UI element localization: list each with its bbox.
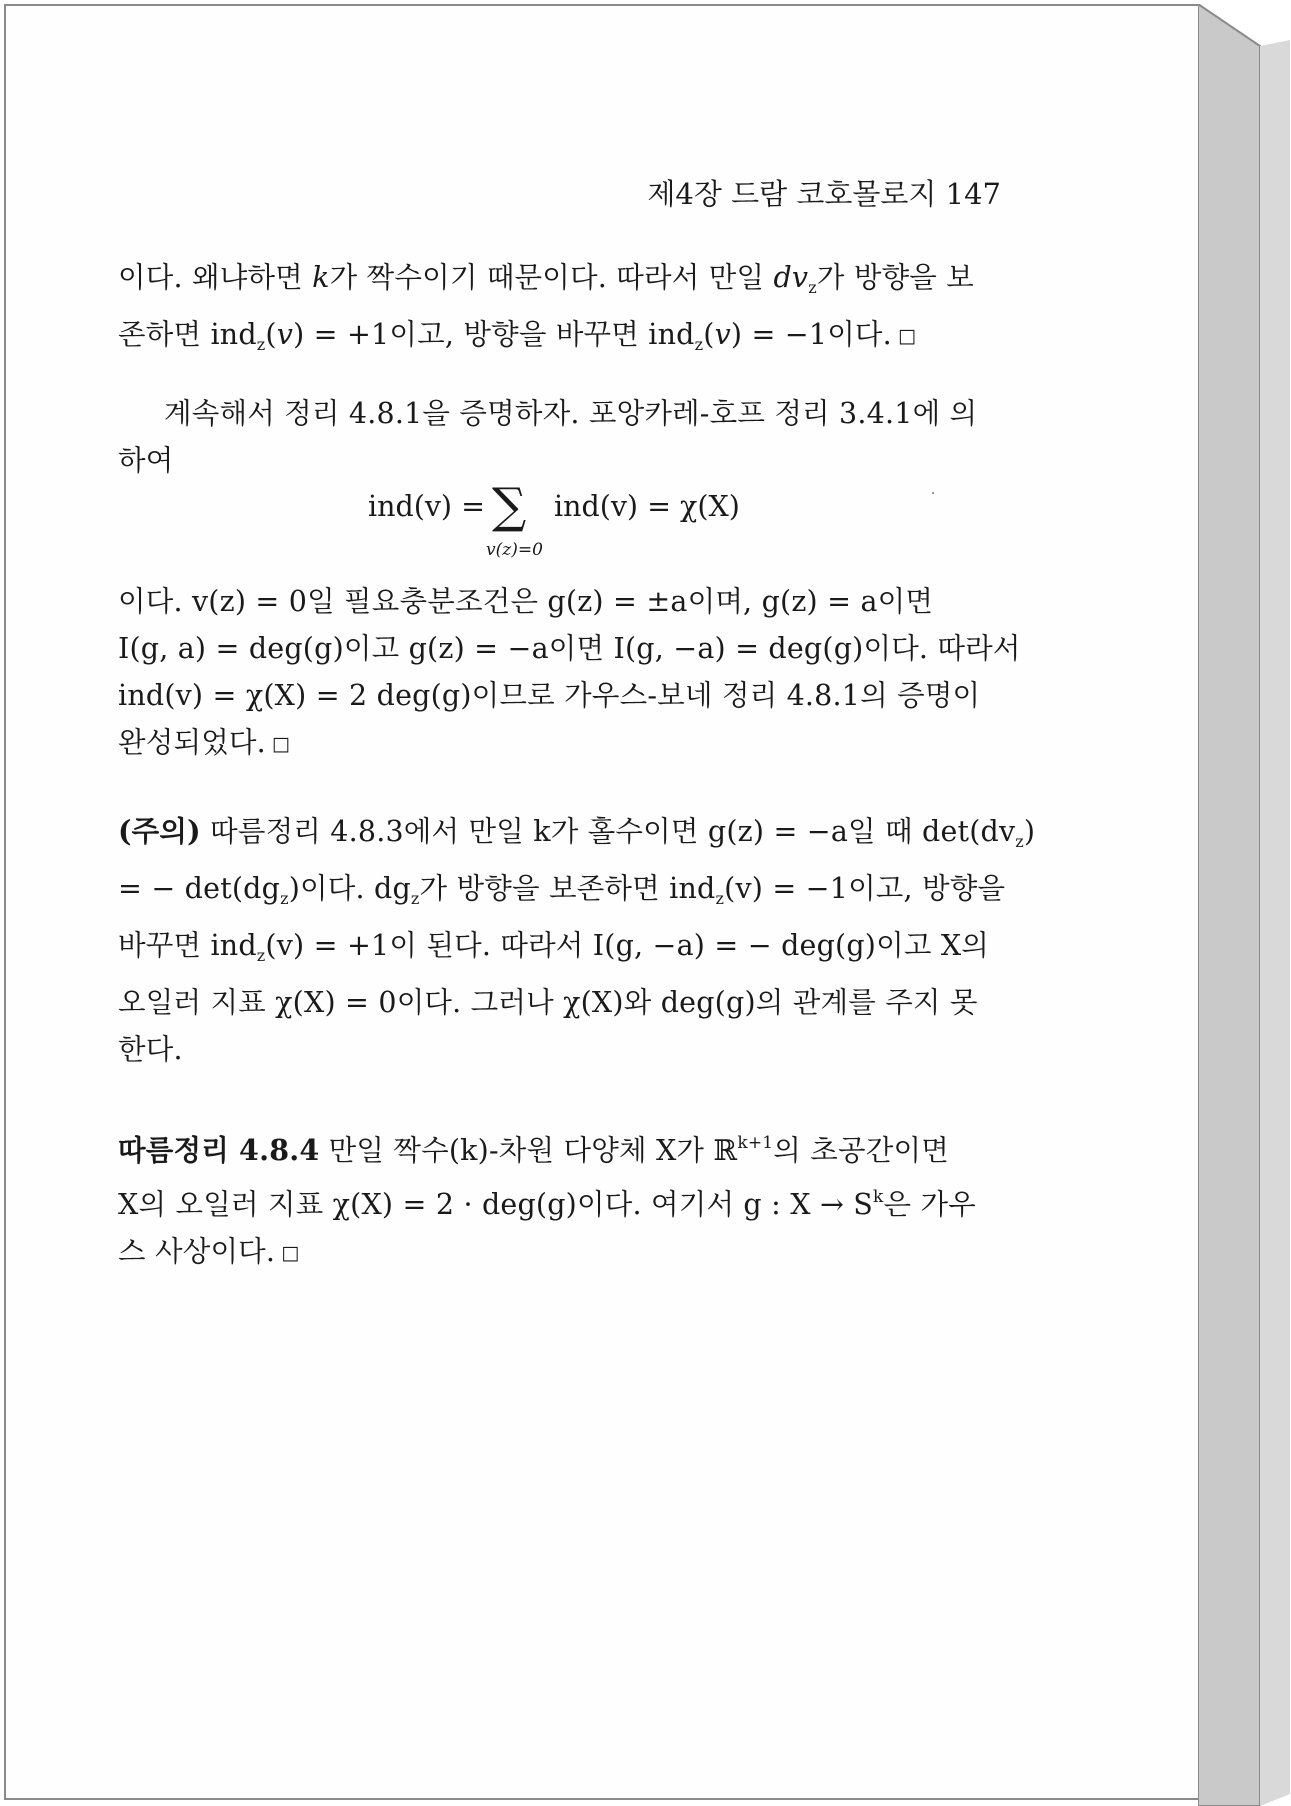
- note-label: (주의): [118, 814, 201, 848]
- qed-symbol: □: [281, 1242, 300, 1264]
- corollary-paragraph: [118, 1120, 1000, 1277]
- text-line: 바꾸면 ind$_z$(v) = +1이 된다. 따라서 I(g, −a) = − deg(g)이고 X의: [118, 929, 990, 965]
- text-line: 이다. v(z) = 0일 필요충분조건은 g(z) = ±a이며, g(z) = a이면: [118, 585, 934, 618]
- display-formula: [368, 478, 768, 564]
- text-line: X의 오일러 지표 χ(X) = 2 · deg(g)이다. 여기서 g : $X \to S^k$은 가우: [118, 1187, 976, 1221]
- text-line: 한다.: [118, 1033, 183, 1066]
- note-paragraph: [118, 808, 1036, 1073]
- text-line: 스 사상이다. □: [118, 1235, 300, 1268]
- scan-speck: [932, 492, 934, 494]
- summation-index: v(z)=0: [486, 540, 543, 560]
- text-line: I(g, a) = deg(g)이고 g(z) = −a이면 I(g, −a) = deg(g)이다. 따라서: [118, 632, 1021, 665]
- text-line: 완성되었다. □: [118, 726, 291, 759]
- summation-symbol: ∑: [492, 478, 527, 534]
- corollary-label: 따름정리 4.8.4: [118, 1133, 320, 1167]
- formula-lhs: ind(v) =: [368, 490, 485, 523]
- paragraph-conclusion: [118, 578, 1021, 768]
- text-line: 하여: [118, 444, 174, 477]
- text-line: = − $\det(dg_z)$이다. $dg_z$가 방향을 보존하면 ind$_z$(v) = −1이고, 방향을: [118, 872, 1006, 908]
- text-line: 계속해서 정리 4.8.1을 증명하자. 포앙카레-호프 정리 3.4.1에 의: [164, 397, 978, 430]
- text-line: 존하면 ind$_z$(v) = +1이고, 방향을 바꾸면 ind$_z$(v) = −1이다. □: [118, 318, 917, 354]
- paragraph-proof-end: [118, 254, 1000, 368]
- formula-rhs: ind(v) = χ(X): [554, 490, 740, 523]
- text-line: 따름정리 4.8.4 만일 짝수(k)-차원 다양체 X가 ℝ$^{k+1}$의 초공간이면: [118, 1133, 949, 1167]
- text-line: 오일러 지표 χ(X) = 0이다. 그러나 χ(X)와 deg(g)의 관계를 주지 못: [118, 986, 978, 1019]
- qed-symbol: □: [897, 325, 917, 347]
- qed-symbol: □: [271, 733, 291, 755]
- running-header: 제4장 드람 코호몰로지 147: [647, 177, 1001, 211]
- text-line: 이다. 왜냐하면 k가 짝수이기 때문이다. 따라서 만일 $dv_z$가 방향을 보: [118, 261, 975, 297]
- text-line: (주의) 따름정리 4.8.3에서 만일 k가 홀수이면 g(z) = −a일 때 $\det(dv_z)$: [118, 814, 1036, 851]
- text-line: ind(v) = χ(X) = 2 deg(g)이므로 가우스-보네 정리 4.8.1의 증명이: [118, 679, 981, 712]
- paragraph-continue-proof: [118, 390, 1000, 484]
